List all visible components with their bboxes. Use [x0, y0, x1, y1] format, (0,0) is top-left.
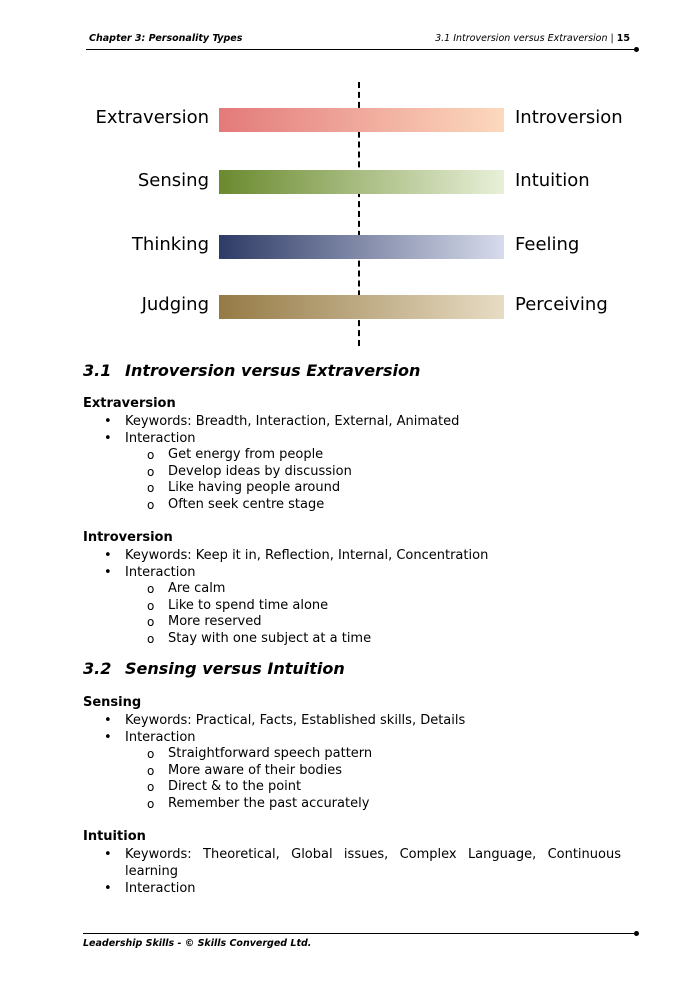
dimension-bar-sensing-intuition — [219, 170, 504, 194]
interaction-sublist — [125, 581, 623, 647]
group-heading-sensing: Sensing — [83, 695, 142, 710]
section-number: 3.2 — [83, 659, 112, 678]
extraversion-list — [83, 413, 623, 513]
section-number: 3.1 — [83, 361, 112, 380]
section-running-title — [435, 33, 630, 44]
dimension-left-label: Sensing — [137, 170, 209, 191]
sub-list-item: o Develop ideas by discussion — [125, 464, 623, 481]
interaction-label: Interaction — [125, 730, 196, 745]
list-item — [83, 729, 623, 812]
header-separator: | — [610, 33, 614, 44]
dimension-left-label: Thinking — [131, 234, 209, 255]
list-item: • Keywords: Breadth, Interaction, External, Animated — [83, 413, 623, 430]
sub-list-item: o Like having people around — [125, 480, 623, 497]
interaction-sublist — [125, 447, 623, 513]
page-header — [86, 31, 638, 51]
chapter-title: Chapter 3: Personality Types — [89, 33, 243, 44]
interaction-label: Interaction — [125, 431, 196, 446]
personality-dimensions-diagram — [0, 80, 700, 350]
introversion-list — [83, 547, 623, 647]
footer-rule-dot — [634, 931, 639, 936]
section-heading-3-2 — [83, 659, 345, 678]
section-title: Sensing versus Intuition — [125, 659, 345, 678]
list-item: • Keywords: Theoretical, Global issues, Complex Language, Continuous learning — [83, 846, 623, 880]
sub-list-item: o More reserved — [125, 614, 623, 631]
sub-list-item: o Like to spend time alone — [125, 598, 623, 615]
sensing-list — [83, 712, 623, 812]
sub-list-item: o Often seek centre stage — [125, 497, 623, 514]
dimension-bar-extraversion-introversion — [219, 108, 504, 132]
intuition-list — [83, 846, 623, 897]
sub-list-item: o Straightforward speech pattern — [125, 746, 623, 763]
header-rule-dot — [634, 47, 639, 52]
group-heading-extraversion: Extraversion — [83, 396, 176, 411]
sub-list-item: o More aware of their bodies — [125, 763, 623, 780]
sub-list-item: o Stay with one subject at a time — [125, 631, 623, 648]
header-rule — [86, 49, 636, 50]
list-item: • Keywords: Keep it in, Reflection, Internal, Concentration — [83, 547, 623, 564]
page-number: 15 — [616, 33, 630, 44]
list-item: • Keywords: Practical, Facts, Established skills, Details — [83, 712, 623, 729]
section-heading-3-1 — [83, 361, 420, 380]
dimension-right-label: Feeling — [515, 234, 580, 255]
interaction-label: Interaction — [125, 565, 196, 580]
dimension-bar-judging-perceiving — [219, 295, 504, 319]
group-heading-introversion: Introversion — [83, 530, 173, 545]
sub-list-item: o Direct & to the point — [125, 779, 623, 796]
sub-list-item: o Get energy from people — [125, 447, 623, 464]
list-item — [83, 430, 623, 513]
dimension-left-label: Judging — [141, 294, 209, 315]
sub-list-item: o Are calm — [125, 581, 623, 598]
dimension-right-label: Introversion — [515, 107, 623, 128]
list-item: • Interaction — [83, 880, 623, 897]
interaction-sublist — [125, 746, 623, 812]
dimension-right-label: Intuition — [515, 170, 590, 191]
footer-text: Leadership Skills - © Skills Converged Ltd. — [83, 938, 312, 949]
sub-list-item: o Remember the past accurately — [125, 796, 623, 813]
list-item — [83, 564, 623, 647]
dimension-bar-thinking-feeling — [219, 235, 504, 259]
group-heading-intuition: Intuition — [83, 829, 146, 844]
footer-rule — [83, 933, 636, 934]
section-title: Introversion versus Extraversion — [125, 361, 421, 380]
dimension-right-label: Perceiving — [515, 294, 608, 315]
running-section-title: 3.1 Introversion versus Extraversion — [435, 33, 608, 44]
dimension-left-label: Extraversion — [95, 107, 209, 128]
